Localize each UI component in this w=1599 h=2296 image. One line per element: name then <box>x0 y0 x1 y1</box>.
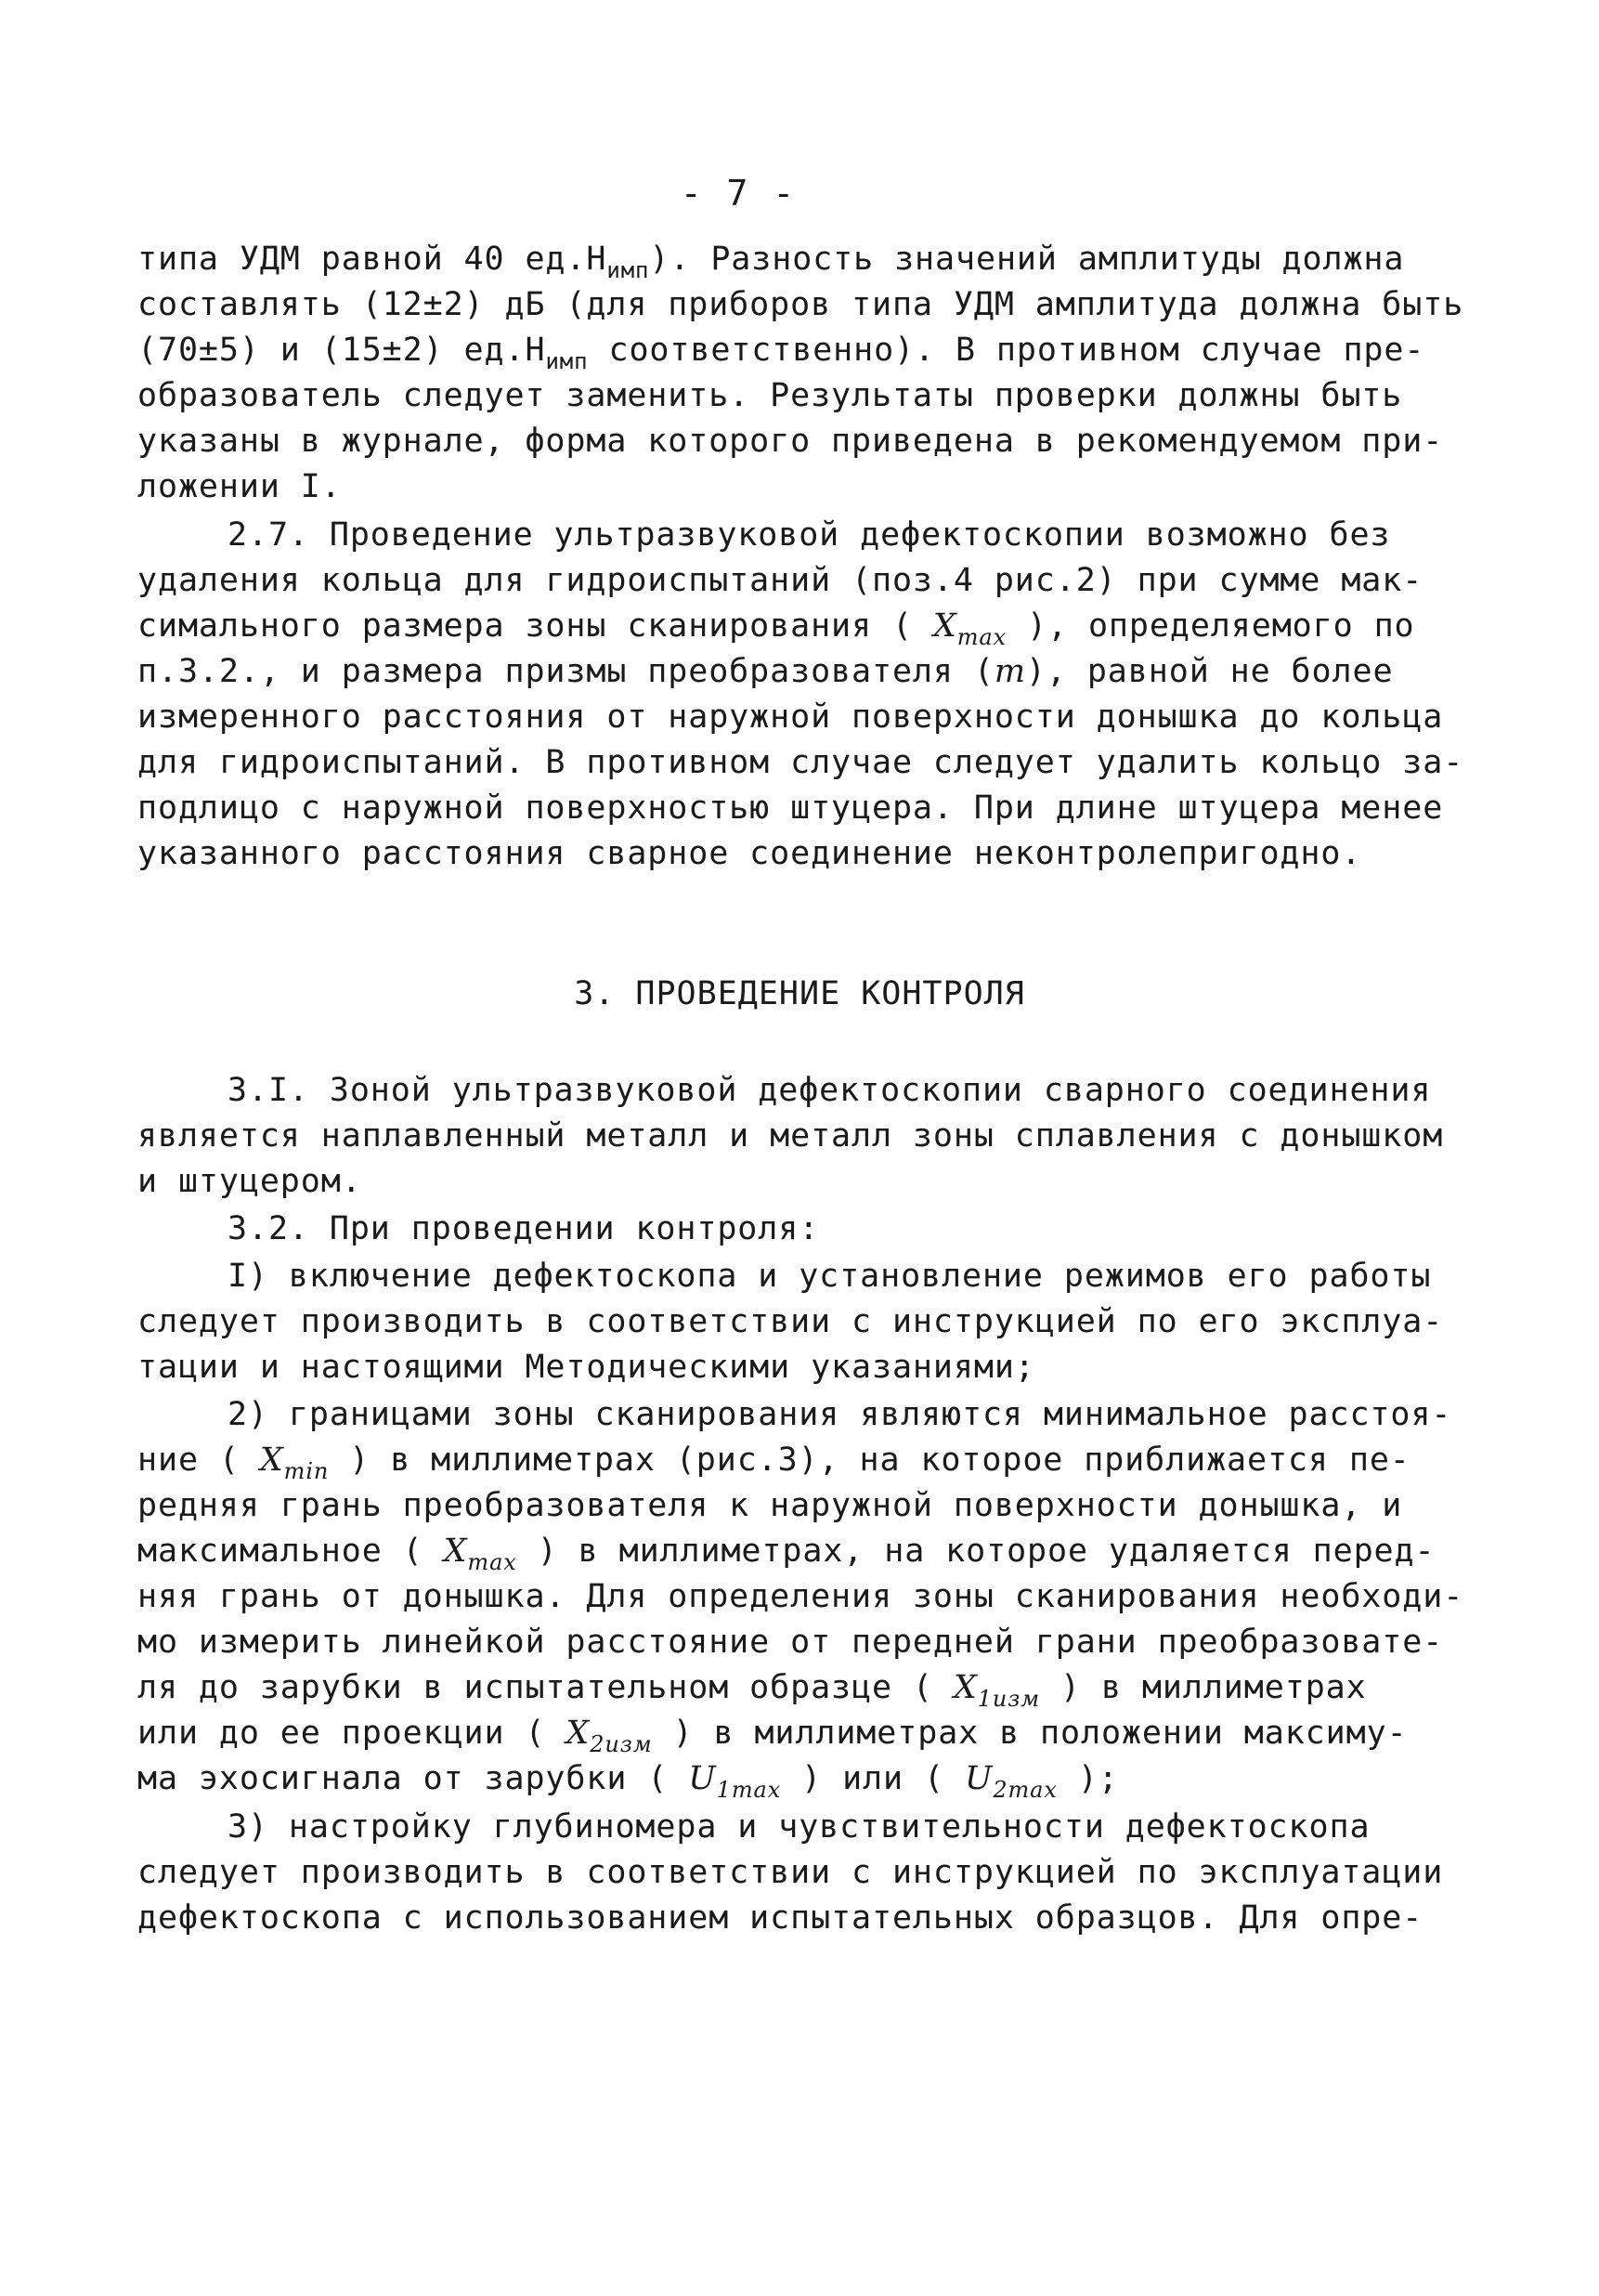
text-line: тации и настоящими Методическими указаниями; <box>137 1349 1035 1386</box>
text-line: симального размера зоны сканирования ( $X_{max}$ ), определяемого по <box>137 607 1415 650</box>
formula-x-min: $X_{min}$ <box>259 1442 330 1484</box>
formula-m: m <box>994 653 1026 690</box>
paragraph-2-7-first-line: 2.7. Проведение ультразвуковой дефектоскопии возможно без <box>228 516 1391 554</box>
formula-x1-izm: $X_{1изм}$ <box>953 1669 1041 1712</box>
formula-u1-max: $U_{1max}$ <box>688 1760 782 1803</box>
formula-x2-izm: $X_{2изм}$ <box>566 1715 653 1757</box>
formula-u2-max: $U_{2max}$ <box>964 1760 1058 1803</box>
text-line: следует производить в соответствии с инструкцией по его эксплуа- <box>137 1303 1444 1340</box>
list-item-1-first-line: I) включение дефектоскопа и установление режимов его работы <box>228 1258 1432 1295</box>
text-line: составлять (12±2) дБ (для приборов типа УДМ амплитуда должна быть <box>137 286 1464 323</box>
text-line: няя грань от донышка. Для определения зоны сканирования необходи- <box>137 1578 1464 1615</box>
paragraph-3-2-first-line: 3.2. При проведении контроля: <box>228 1210 820 1247</box>
text-line: максимальное ( $X_{max}$ ) в миллиметрах, на которое удаляется перед- <box>137 1533 1436 1575</box>
text-line: ма эхосигнала от зарубки ( $U_{1max}$ ) или ( $U_{2max}$ ); <box>137 1760 1119 1803</box>
text-line: указанного расстояния сварное соединение неконтролепригодно. <box>137 835 1362 872</box>
text-line: измеренного расстояния от наружной поверхности донышка до кольца <box>137 698 1444 736</box>
page-number: - 7 - <box>680 173 797 214</box>
text-line: ложении I. <box>137 468 342 505</box>
text-line: и штуцером. <box>137 1163 362 1200</box>
list-item-2-first-line: 2) границами зоны сканирования являются минимальное расстоя- <box>228 1396 1452 1433</box>
text-line: п.3.2., и размера призмы преобразователя (m), равной не более <box>137 653 1394 690</box>
text-line: подлицо с наружной поверхностью штуцера. При длине штуцера менее <box>137 789 1444 827</box>
text-line: ние ( $X_{min}$ ) в миллиметрах (рис.3), на которое приближается пе- <box>137 1442 1410 1484</box>
formula-x-max: $X_{max}$ <box>932 607 1008 650</box>
section-heading: 3. ПРОВЕДЕНИЕ КОНТРОЛЯ <box>574 975 1025 1012</box>
text-line: дефектоскопа с использованием испытательных образцов. Для опре- <box>137 1899 1424 1937</box>
list-item-3-first-line: 3) настройку глубиномера и чувствительности дефектоскопа <box>228 1808 1371 1846</box>
text-line: является наплавленный металл и металл зоны сплавления с донышком <box>137 1117 1444 1155</box>
text-line: мо измерить линейкой расстояние от передней грани преобразовате- <box>137 1624 1444 1661</box>
text-line: удаления кольца для гидроиспытаний (поз.4 рис.2) при сумме мак- <box>137 562 1424 599</box>
text-line: редняя грань преобразователя к наружной поверхности донышка, и <box>137 1487 1403 1524</box>
text-line: образователь следует заменить. Результаты проверки должны быть <box>137 377 1403 414</box>
paragraph-3-1-first-line: 3.I. Зоной ультразвуковой дефектоскопии сварного соединения <box>228 1072 1432 1109</box>
text-line: указаны в журнале, форма которого приведена в рекомендуемом при- <box>137 423 1444 460</box>
text-line: типа УДМ равной 40 $ед.Н_{имп}$). Разность значений амплитуды должна <box>137 241 1405 283</box>
text-line: (70±5) и (15±2) $ед.Н_{имп}$ соответственно). В противном случае пре- <box>137 332 1425 374</box>
text-line: ля до зарубки в испытательном образце ( $X_{1изм}$ ) в миллиметрах <box>137 1669 1367 1712</box>
text-line: или до ее проекции ( $X_{2изм}$ ) в миллиметрах в положении максиму- <box>137 1715 1408 1757</box>
text-line: следует производить в соответствии с инструкцией по эксплуатации <box>137 1854 1444 1891</box>
formula-x-max: $X_{max}$ <box>443 1533 517 1575</box>
text-line: для гидроиспытаний. В противном случае следует удалить кольцо за- <box>137 744 1464 781</box>
